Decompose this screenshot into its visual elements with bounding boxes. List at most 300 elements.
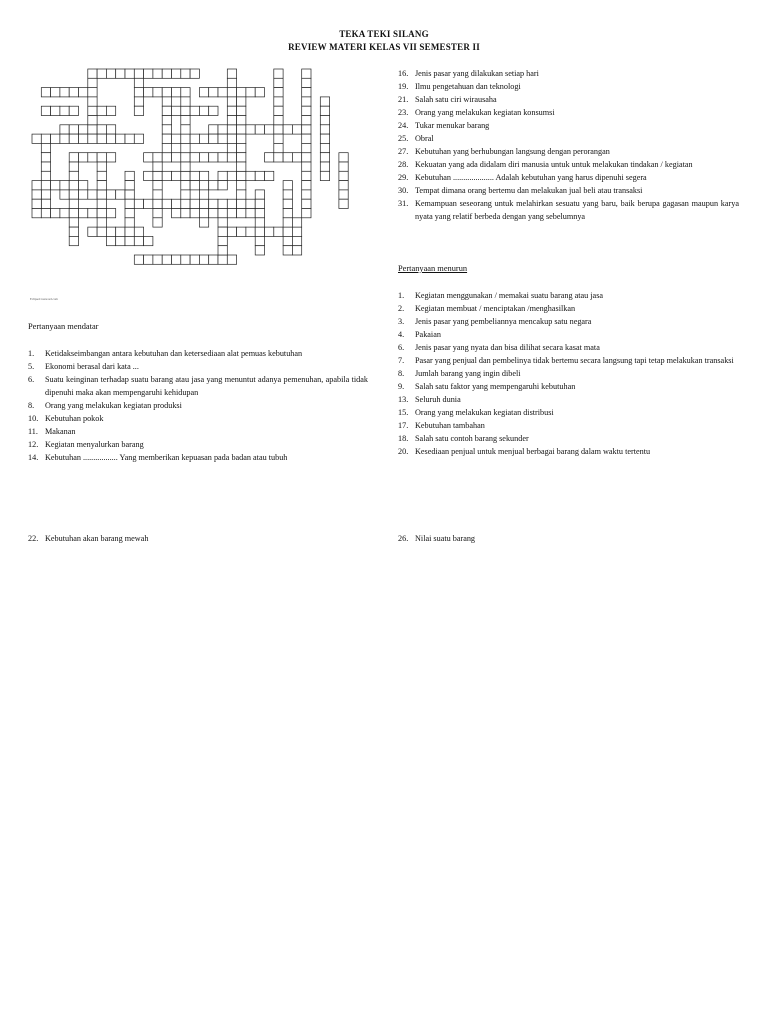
clue-number: 11.	[28, 427, 38, 436]
grid-cell	[69, 227, 78, 236]
grid-cell	[32, 199, 41, 208]
grid-cell	[199, 134, 208, 143]
grid-cell	[69, 125, 78, 134]
grid-cell	[134, 255, 143, 264]
grid-cell	[181, 199, 190, 208]
grid-cell	[246, 199, 255, 208]
clue-text: Jenis pasar yang nyata dan bisa dilihat secara kasat mata	[415, 343, 600, 352]
grid-cell	[302, 97, 311, 106]
grid-cell	[60, 181, 69, 190]
clue-text: Kemampuan seseorang untuk melahirkan sesuatu yang baru, baik berupa gagasan maupun karya nyata yang relatif berbeda dengan yang sebelumnya	[415, 199, 739, 221]
clue-number: 14.	[28, 453, 39, 462]
grid-cell	[283, 227, 292, 236]
grid-cell	[51, 134, 60, 143]
grid-cell	[209, 209, 218, 218]
grid-cell	[209, 88, 218, 97]
clue-number: 8.	[28, 401, 35, 410]
clue-number: 30.	[398, 186, 409, 195]
grid-cell	[237, 106, 246, 115]
grid-cell	[209, 199, 218, 208]
clue-item	[28, 425, 368, 438]
menurun-clue-list	[398, 289, 739, 458]
grid-cell	[274, 78, 283, 87]
grid-cell	[106, 190, 115, 199]
clue-text: Kegiatan menyalurkan barang	[45, 440, 144, 449]
grid-cell	[153, 153, 162, 162]
grid-cell	[218, 125, 227, 134]
grid-cell	[199, 199, 208, 208]
grid-cell	[227, 97, 236, 106]
grid-cell	[41, 153, 50, 162]
clue-number: 31.	[398, 199, 409, 208]
grid-cell	[134, 88, 143, 97]
clue-number: 18.	[398, 434, 409, 443]
grid-cell	[172, 255, 181, 264]
grid-cell	[97, 190, 106, 199]
grid-cell	[199, 88, 208, 97]
grid-cell	[237, 162, 246, 171]
grid-cell	[339, 153, 348, 162]
grid-cell	[41, 143, 50, 152]
clue-item	[398, 132, 739, 145]
grid-cell	[69, 162, 78, 171]
grid-cell	[41, 106, 50, 115]
grid-cell	[227, 125, 236, 134]
clue-text: Pasar yang penjual dan pembelinya tidak bertemu secara langsung tapi tetap melakukan transaksi	[415, 356, 734, 365]
grid-cell	[69, 171, 78, 180]
clue-number: 1.	[28, 349, 35, 358]
grid-cell	[218, 199, 227, 208]
grid-cell	[292, 125, 301, 134]
grid-cell	[88, 106, 97, 115]
grid-cell	[237, 143, 246, 152]
grid-cell	[320, 134, 329, 143]
grid-cell	[79, 134, 88, 143]
grid-cell	[274, 97, 283, 106]
grid-cell	[339, 190, 348, 199]
clue-number: 20.	[398, 447, 409, 456]
grid-cell	[283, 199, 292, 208]
clue-number: 21.	[398, 95, 409, 104]
grid-cell	[79, 88, 88, 97]
grid-cell	[41, 181, 50, 190]
grid-cell	[302, 88, 311, 97]
clue-item	[28, 373, 368, 399]
grid-cell	[255, 218, 264, 227]
clue-text: Kegiatan membuat / menciptakan /menghasilkan	[415, 304, 576, 313]
grid-cell	[302, 153, 311, 162]
grid-cell	[69, 134, 78, 143]
grid-cell	[255, 246, 264, 255]
grid-cell	[153, 218, 162, 227]
grid-cell	[237, 153, 246, 162]
grid-cell	[274, 125, 283, 134]
grid-cell	[218, 255, 227, 264]
grid-cell	[302, 171, 311, 180]
grid-cell	[97, 227, 106, 236]
grid-cell	[274, 153, 283, 162]
clue-text: Kebutuhan .................... Adalah kebutuhan yang harus dipenuhi segera	[415, 173, 647, 182]
grid-cell	[181, 209, 190, 218]
grid-cell	[106, 106, 115, 115]
clue-item	[398, 432, 739, 445]
grid-cell	[320, 125, 329, 134]
grid-cell	[134, 236, 143, 245]
grid-cell	[172, 153, 181, 162]
mendatar-clue-list	[28, 347, 368, 464]
clue-text: Ketidakseimbangan antara kebutuhan dan ketersediaan alat pemuas kebutuhan	[45, 349, 303, 358]
grid-cell	[265, 153, 274, 162]
grid-cell	[162, 125, 171, 134]
clue-text: Makanan	[45, 427, 76, 436]
grid-cell	[283, 209, 292, 218]
clue-text: Salah satu faktor yang mempengaruhi kebutuhan	[415, 382, 576, 391]
grid-cell	[255, 199, 264, 208]
grid-cell	[190, 153, 199, 162]
clue-item	[398, 158, 739, 171]
grid-cell	[339, 199, 348, 208]
grid-cell	[265, 171, 274, 180]
grid-cell	[162, 255, 171, 264]
grid-cell	[199, 255, 208, 264]
grid-cell	[181, 125, 190, 134]
grid-cell	[227, 106, 236, 115]
grid-cell	[144, 88, 153, 97]
grid-cell	[227, 209, 236, 218]
grid-cell	[181, 88, 190, 97]
clue-text: Kebutuhan tambahan	[415, 421, 485, 430]
grid-cell	[153, 162, 162, 171]
clue-text: Jumlah barang yang ingin dibeli	[415, 369, 521, 378]
grid-cell	[190, 199, 199, 208]
grid-cell	[320, 171, 329, 180]
grid-cell	[237, 88, 246, 97]
grid-cell	[144, 255, 153, 264]
grid-cell	[60, 190, 69, 199]
clue-item	[398, 445, 739, 458]
grid-cell	[190, 255, 199, 264]
clue-text: Salah satu ciri wirausaha	[415, 95, 497, 104]
grid-cell	[32, 134, 41, 143]
grid-cell	[320, 143, 329, 152]
grid-cell	[41, 162, 50, 171]
clue-number: 2.	[398, 304, 405, 313]
grid-cell	[60, 106, 69, 115]
grid-cell	[32, 181, 41, 190]
grid-cell	[181, 190, 190, 199]
grid-cell	[172, 171, 181, 180]
grid-cell	[320, 153, 329, 162]
grid-cell	[144, 171, 153, 180]
clue-number: 15.	[398, 408, 409, 417]
grid-cell	[125, 199, 134, 208]
grid-cell	[106, 236, 115, 245]
grid-cell	[144, 153, 153, 162]
grid-cell	[227, 69, 236, 78]
grid-cell	[162, 97, 171, 106]
grid-cell	[51, 209, 60, 218]
grid-cell	[181, 134, 190, 143]
grid-cell	[134, 106, 143, 115]
grid-cell	[97, 69, 106, 78]
grid-cell	[255, 236, 264, 245]
grid-cell	[209, 181, 218, 190]
clue-text: Suatu keinginan terhadap suatu barang atau jasa yang menuntut adanya pemenuhan, apabila tidak dipenuhi maka akan mempengaruhi kehidupan	[45, 375, 368, 397]
grid-cell	[88, 209, 97, 218]
clue-number: 29.	[398, 173, 409, 182]
grid-cell	[162, 69, 171, 78]
grid-cell	[237, 181, 246, 190]
clue-item	[398, 393, 739, 406]
puzzle-title: TEKA TEKI SILANG	[339, 29, 429, 39]
clue-text: Obral	[415, 134, 434, 143]
grid-cell	[320, 162, 329, 171]
grid-cell	[320, 97, 329, 106]
clue-text: Kebutuhan yang berhubungan langsung dengan perorangan	[415, 147, 610, 156]
grid-cell	[106, 209, 115, 218]
grid-cell	[227, 143, 236, 152]
grid-cell	[181, 69, 190, 78]
grid-cell	[302, 199, 311, 208]
clue-text: Ekonomi berasal dari kata ...	[45, 362, 139, 371]
clue-number: 25.	[398, 134, 409, 143]
grid-cell	[79, 153, 88, 162]
grid-cell	[292, 246, 301, 255]
grid-cell	[227, 78, 236, 87]
grid-cell	[237, 209, 246, 218]
grid-credit: EclipseCrossword.com	[30, 297, 58, 301]
grid-cell	[302, 116, 311, 125]
grid-cell	[302, 162, 311, 171]
clue-item	[28, 360, 368, 373]
grid-cell	[79, 181, 88, 190]
clue-item	[398, 302, 739, 315]
clue-number: 23.	[398, 108, 409, 117]
grid-cell	[97, 181, 106, 190]
grid-cell	[227, 255, 236, 264]
grid-cell	[218, 181, 227, 190]
grid-cell	[190, 69, 199, 78]
clue-item	[398, 119, 739, 132]
clue-number: 13.	[398, 395, 409, 404]
grid-cell	[41, 134, 50, 143]
clue-item	[398, 184, 739, 197]
grid-cell	[302, 78, 311, 87]
grid-cell	[153, 199, 162, 208]
grid-cell	[302, 106, 311, 115]
grid-cell	[181, 162, 190, 171]
grid-cell	[88, 88, 97, 97]
grid-cell	[32, 209, 41, 218]
grid-cell	[283, 153, 292, 162]
grid-cell	[97, 199, 106, 208]
clue-item	[28, 399, 368, 412]
grid-cell	[181, 97, 190, 106]
grid-cell	[41, 199, 50, 208]
grid-cell	[51, 181, 60, 190]
clue-text: Orang yang melakukan kegiatan distribusi	[415, 408, 554, 417]
grid-cell	[69, 199, 78, 208]
clue-number: 27.	[398, 147, 409, 156]
grid-cell	[106, 125, 115, 134]
grid-cell	[181, 255, 190, 264]
grid-cell	[125, 209, 134, 218]
grid-cell	[237, 134, 246, 143]
grid-cell	[41, 209, 50, 218]
grid-cell	[69, 209, 78, 218]
grid-cell	[60, 209, 69, 218]
puzzle-subtitle: REVIEW MATERI KELAS VII SEMESTER II	[288, 42, 480, 52]
clue-text: Jenis pasar yang pembeliannya mencakup satu negara	[415, 317, 592, 326]
grid-cell	[237, 171, 246, 180]
grid-cell	[88, 78, 97, 87]
grid-cell	[302, 190, 311, 199]
grid-cell	[274, 106, 283, 115]
grid-cell	[237, 97, 246, 106]
grid-cell	[51, 88, 60, 97]
grid-cell	[265, 125, 274, 134]
grid-cell	[255, 190, 264, 199]
clue-item	[398, 380, 739, 393]
grid-cell	[246, 171, 255, 180]
grid-cell	[172, 88, 181, 97]
grid-cell	[172, 199, 181, 208]
clue-text: Kebutuhan pokok	[45, 414, 104, 423]
grid-cell	[69, 153, 78, 162]
clue-number: 10.	[28, 414, 39, 423]
grid-cell	[125, 171, 134, 180]
grid-cell	[69, 181, 78, 190]
grid-cell	[292, 236, 301, 245]
clue-item	[398, 67, 739, 80]
grid-cell	[172, 209, 181, 218]
clue-item	[398, 354, 739, 367]
grid-cell	[209, 255, 218, 264]
grid-cell	[302, 69, 311, 78]
clue-item	[398, 419, 739, 432]
grid-cell	[302, 143, 311, 152]
grid-cell	[41, 171, 50, 180]
menurun-heading: Pertanyaan menurun	[398, 264, 468, 273]
clue-item	[28, 412, 368, 425]
grid-cell	[283, 236, 292, 245]
grid-cell	[320, 116, 329, 125]
grid-cell	[144, 236, 153, 245]
grid-cell	[181, 153, 190, 162]
grid-cell	[218, 246, 227, 255]
grid-cell	[199, 209, 208, 218]
grid-cell	[162, 116, 171, 125]
clue-text: Salah satu contoh barang sekunder	[415, 434, 529, 443]
grid-cell	[237, 227, 246, 236]
grid-cell	[199, 181, 208, 190]
grid-cell	[106, 134, 115, 143]
clue-item	[398, 145, 739, 158]
grid-cell	[218, 171, 227, 180]
clue-item	[398, 93, 739, 106]
clue-number: 17.	[398, 421, 409, 430]
clue-number: 6.	[28, 375, 35, 384]
grid-cell	[88, 69, 97, 78]
grid-cell	[190, 106, 199, 115]
grid-cell	[125, 227, 134, 236]
grid-cell	[162, 143, 171, 152]
clue-text: Tukar menukar barang	[415, 121, 490, 130]
grid-cell	[218, 209, 227, 218]
grid-cell	[162, 88, 171, 97]
grid-cell	[190, 134, 199, 143]
grid-cell	[134, 97, 143, 106]
grid-cell	[199, 171, 208, 180]
grid-cell	[227, 227, 236, 236]
grid-cell	[153, 88, 162, 97]
clue-item	[28, 438, 368, 451]
grid-cell	[227, 153, 236, 162]
grid-cell	[181, 181, 190, 190]
clue-text: Kebutuhan ................. Yang memberikan kepuasan pada badan atau tubuh	[45, 453, 288, 462]
mendatar-heading: Pertanyaan mendatar	[28, 322, 99, 331]
grid-cell	[283, 181, 292, 190]
grid-cell	[246, 88, 255, 97]
clue-text: Seluruh dunia	[415, 395, 461, 404]
grid-cell	[97, 153, 106, 162]
grid-cell	[116, 227, 125, 236]
clue-text: Kekuatan yang ada didalam diri manusia untuk untuk melakukan tindakan / kegiatan	[415, 160, 693, 169]
clue-text: Kesediaan penjual untuk menjual berbagai barang dalam waktu tertentu	[415, 447, 651, 456]
grid-cell	[60, 88, 69, 97]
grid-cell	[125, 181, 134, 190]
grid-cell	[227, 171, 236, 180]
grid-cell	[190, 171, 199, 180]
grid-cell	[255, 88, 264, 97]
clue-number: 5.	[28, 362, 35, 371]
grid-cell	[69, 236, 78, 245]
clue-number: 16.	[398, 69, 409, 78]
grid-cell	[209, 153, 218, 162]
grid-cell	[218, 236, 227, 245]
grid-cell	[134, 227, 143, 236]
grid-cell	[199, 153, 208, 162]
grid-cell	[162, 134, 171, 143]
grid-cell	[134, 134, 143, 143]
clue-item	[398, 80, 739, 93]
grid-cell	[116, 190, 125, 199]
grid-cell	[116, 69, 125, 78]
clue-item	[28, 451, 368, 464]
clue-item	[398, 367, 739, 380]
grid-cell	[209, 134, 218, 143]
clue-item	[398, 341, 739, 354]
grid-cell	[153, 209, 162, 218]
grid-cell	[283, 246, 292, 255]
grid-cell	[274, 88, 283, 97]
grid-cell	[209, 125, 218, 134]
clue-number: 24.	[398, 121, 409, 130]
clue-text: Tempat dimana orang bertemu dan melakukan jual beli atau transaksi	[415, 186, 643, 195]
grid-cell	[106, 69, 115, 78]
clue-text: Jenis pasar yang dilakukan setiap hari	[415, 69, 539, 78]
grid-cell	[106, 227, 115, 236]
grid-cell	[125, 134, 134, 143]
grid-cell	[181, 106, 190, 115]
clue-item	[398, 406, 739, 419]
grid-cell	[88, 116, 97, 125]
grid-cell	[97, 162, 106, 171]
clue-number: 9.	[398, 382, 405, 391]
grid-cell	[227, 88, 236, 97]
grid-cell	[125, 69, 134, 78]
grid-cell	[51, 106, 60, 115]
